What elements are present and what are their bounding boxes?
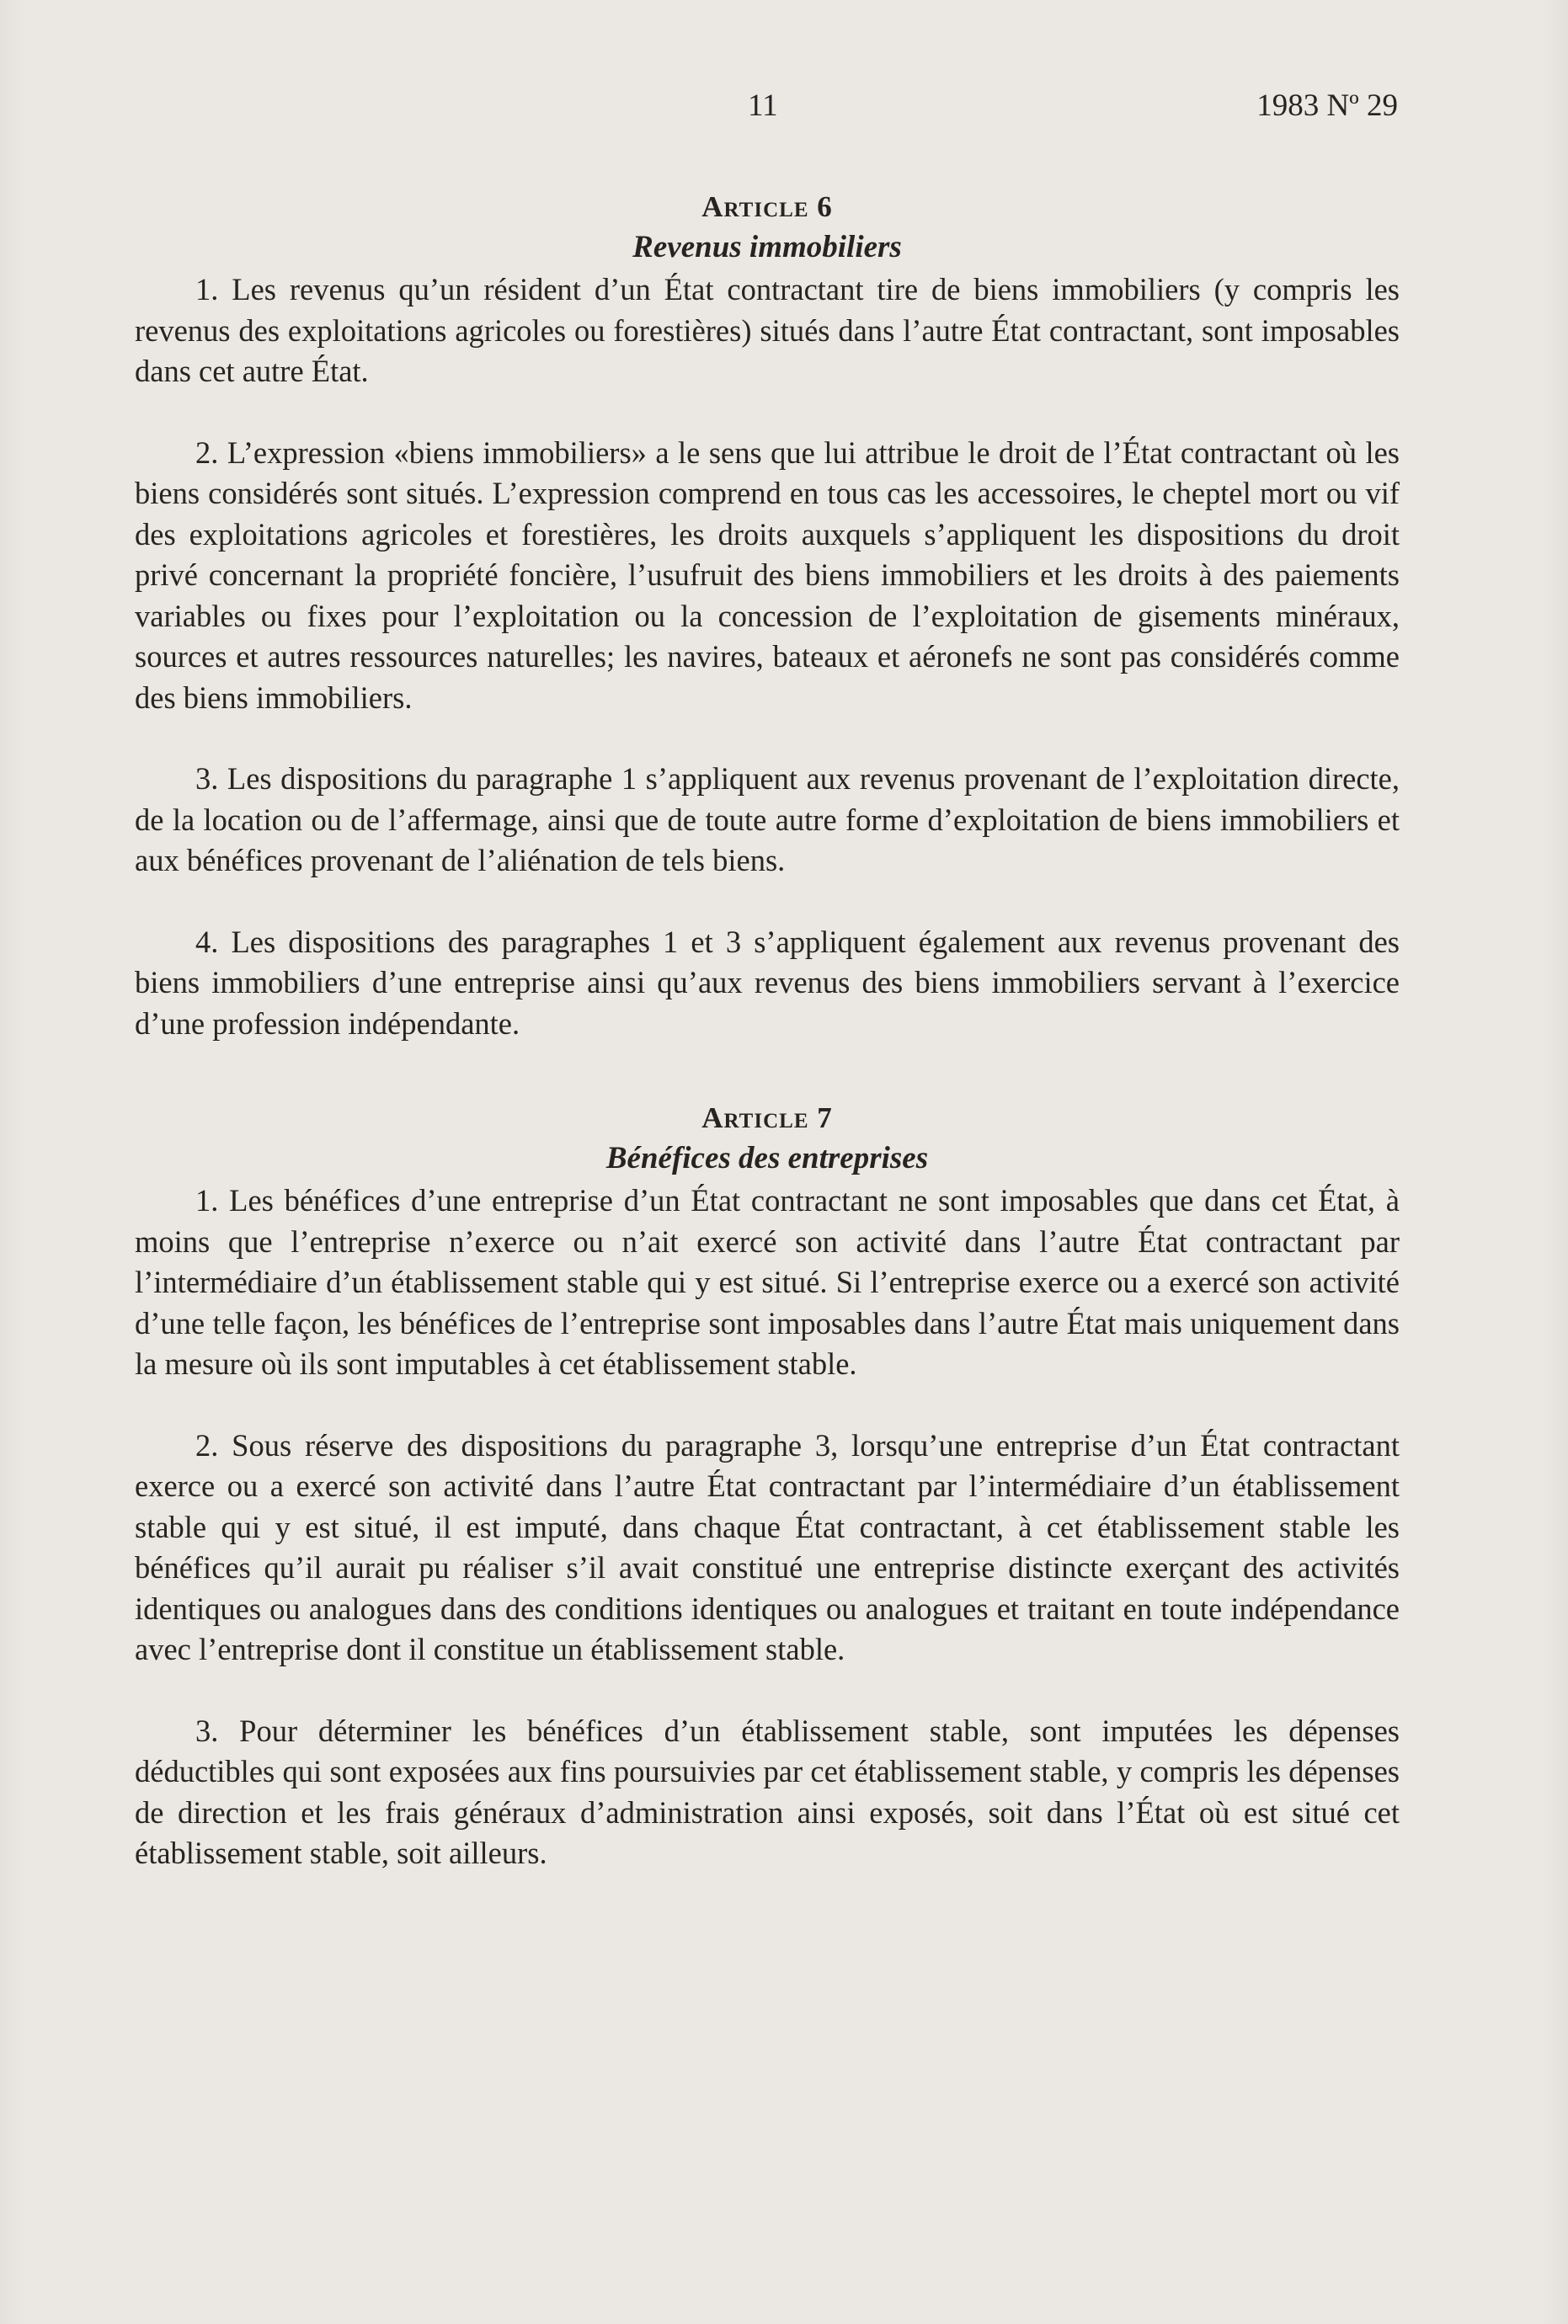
paragraph: 3. Pour déterminer les bénéfices d’un établissement stable, sont imputées les dépenses déductibles qui sont exposées aux fins poursuivies par cet établissement stable, y compris les dépenses de direction et les frais généraux d’administration ainsi exposés, soit dans l’État où est situé cet établissement stable, soit ailleurs.	[135, 1713, 1400, 1870]
page-header	[135, 88, 1398, 130]
document-body	[135, 187, 1400, 1874]
article-title: Bénéfices des entreprises	[605, 1141, 929, 1175]
article-7	[135, 1098, 1400, 1874]
paragraph: 2. L’expression «biens immobiliers» a le sens que lui attribue le droit de l’État contractant où les biens considérés sont situés. L’expression comprend en tous cas les accessoires, le cheptel mort ou vif des exploitations agricoles et forestières, les droits auxquels s’appliquent les dispositions du droit privé concernant la propriété foncière, l’usufruit des biens immobiliers et les droits à des paiements variables ou fixes pour l’exploitation ou la concession de l’exploitation de gisements minéraux, sources et autres ressources naturelles; les navires, bateaux et aéronefs ne sont pas considérés comme des biens immobiliers.	[135, 434, 1400, 715]
article-heading: Article 6	[701, 190, 833, 223]
paragraph: 4. Les dispositions des paragraphes 1 et 3 s’appliquent également aux revenus provenant des biens immobiliers d’une entreprise ainsi qu’aux revenus des biens immobiliers servant à l’exercice d’une profession indépendante.	[135, 924, 1400, 1041]
paragraph: 1. Les bénéfices d’une entreprise d’un État contractant ne sont imposables que dans cet État, à moins que l’entreprise n’exerce ou n’ait exercé son activité dans l’autre État contractant par l’intermédiaire d’un établissement stable qui y est situé. Si l’entreprise exerce ou a exercé son activité d’une telle façon, les bénéfices de l’entreprise sont imposables dans l’autre État mais uniquement dans la mesure où ils sont imputables à cet établissement stable.	[135, 1183, 1400, 1381]
paragraph: 2. Sous réserve des dispositions du paragraphe 3, lorsqu’une entreprise d’un État contractant exerce ou a exercé son activité dans l’autre État contractant par l’intermédiaire d’un établissement stable qui y est situé, il est imputé, dans chaque État contractant, à cet établissement stable les bénéfices qu’il aurait pu réaliser s’il avait constitué une entreprise distincte exerçant des activités identiques ou analogues dans des conditions identiques ou analogues et traitant en toute indépendance avec l’entreprise dont il constitue un établissement stable.	[135, 1427, 1400, 1666]
paragraph: 1. Les revenus qu’un résident d’un État contractant tire de biens immobiliers (y compris les revenus des exploitations agricoles ou forestières) situés dans l’autre État contractant, sont imposables dans cet autre État.	[135, 272, 1400, 388]
article-title: Revenus immobiliers	[632, 230, 902, 264]
document-reference: 1983 Nº 29	[1256, 88, 1398, 123]
page-number: 11	[748, 88, 778, 123]
article-6	[135, 187, 1400, 1044]
paragraph: 3. Les dispositions du paragraphe 1 s’appliquent aux revenus provenant de l’exploitation directe, de la location ou de l’affermage, ainsi que de toute autre forme d’exploitation de biens immobiliers et aux bénéfices provenant de l’aliénation de tels biens.	[135, 761, 1400, 877]
article-heading: Article 7	[701, 1101, 833, 1134]
